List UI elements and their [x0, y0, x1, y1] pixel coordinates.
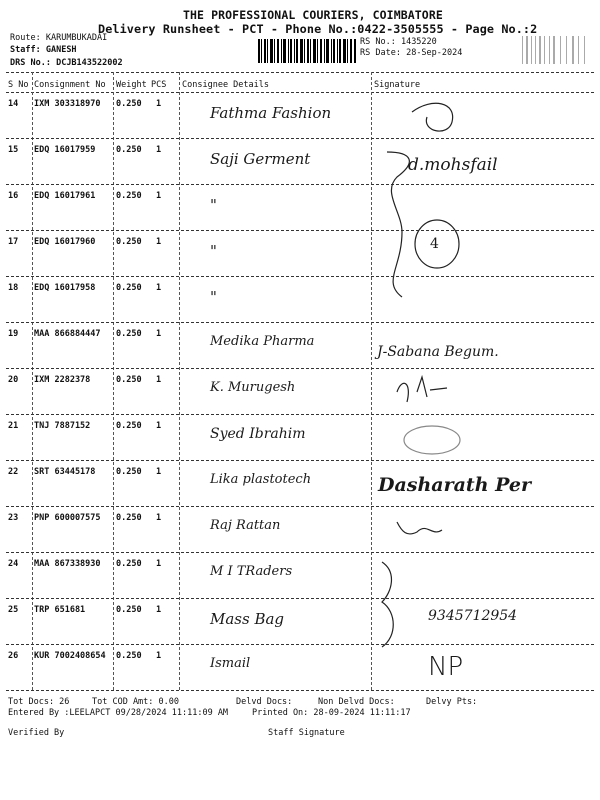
row-pcs: 1 [156, 283, 162, 293]
rs-no-line [360, 37, 437, 47]
rs-date-label: RS Date: [360, 48, 401, 58]
row-pcs: 1 [156, 375, 162, 385]
col-header-sno: S No [8, 80, 29, 90]
row-weight: 0.250 [116, 605, 142, 615]
row-weight: 0.250 [116, 99, 142, 109]
row-pcs: 1 [156, 145, 162, 155]
table-bottom-rule [6, 690, 594, 691]
row-consignment-no: KUR 7002408654 [34, 651, 106, 661]
row-weight: 0.250 [116, 283, 142, 293]
row-pcs: 1 [156, 329, 162, 339]
row-sno: 19 [8, 329, 19, 339]
col-header-consignee: Consignee Details [182, 80, 269, 90]
rs-no-value: 1435220 [400, 37, 437, 47]
row-consignment-no: TRP 651681 [34, 605, 86, 615]
row-consignment-no: SRT 63445178 [34, 467, 96, 477]
non-delvd-docs: Non Delvd Docs: [318, 697, 395, 707]
row-weight: 0.250 [116, 329, 142, 339]
row-sno: 22 [8, 467, 19, 477]
staff-signature: Staff Signature [268, 728, 345, 738]
row-consignment-no: TNJ 7887152 [34, 421, 91, 431]
row-consignment-no: IXM 303318970 [34, 99, 101, 109]
rs-date-value: 28-Sep-2024 [406, 48, 463, 58]
row-consignee: Saji Germent [210, 150, 311, 168]
row-weight: 0.250 [116, 467, 142, 477]
col-header-signature: Signature [374, 80, 421, 90]
row-consignee: K. Murugesh [210, 380, 296, 395]
row-pcs: 1 [156, 513, 162, 523]
row-consignment-no: MAA 866884447 [34, 329, 101, 339]
row-weight: 0.250 [116, 559, 142, 569]
staff-label: Staff: [10, 45, 41, 55]
signature-row-22: Dasharath Per [378, 474, 532, 496]
signature-row-17: 4 [430, 236, 439, 252]
row-sno: 18 [8, 283, 19, 293]
route-label: Route: [10, 33, 41, 43]
row-pcs: 1 [156, 191, 162, 201]
drs-line [10, 58, 123, 68]
row-weight: 0.250 [116, 513, 142, 523]
signature-row-19: J-Sabana Begum. [377, 344, 499, 360]
row-consignment-no: EDQ 16017959 [34, 145, 96, 155]
row-pcs: 1 [156, 237, 162, 247]
row-consignee: Lika plastotech [210, 472, 312, 487]
row-consignee: Ismail [210, 656, 251, 671]
row-consignee: Fathma Fashion [210, 104, 332, 122]
signature-scribble [412, 103, 453, 131]
row-pcs: 1 [156, 99, 162, 109]
signature-row-25: 9345712954 [428, 608, 518, 624]
row-consignee: " [210, 242, 217, 260]
signature-bracket [382, 562, 393, 647]
row-sno: 26 [8, 651, 19, 661]
runsheet-title: Delivery Runsheet - PCT - Phone No.:0422-3505555 - Page No.:2 [98, 22, 538, 36]
row-weight: 0.250 [116, 145, 142, 155]
row-sno: 17 [8, 237, 19, 247]
row-weight: 0.250 [116, 375, 142, 385]
row-sno: 24 [8, 559, 19, 569]
row-consignment-no: EDQ 16017960 [34, 237, 96, 247]
row-consignment-no: IXM 2282378 [34, 375, 91, 385]
printed-on: Printed On: 28-09-2024 11:11:17 [252, 708, 411, 718]
delvy-pts: Delvy Pts: [426, 697, 478, 707]
row-sno: 14 [8, 99, 19, 109]
row-consignee: Syed Ibrahim [210, 426, 306, 442]
row-consignment-no: EDQ 16017961 [34, 191, 96, 201]
row-sno: 15 [8, 145, 19, 155]
row-consignee: Raj Rattan [210, 518, 281, 533]
signature-stamp [404, 426, 460, 454]
route-line [10, 33, 107, 43]
row-weight: 0.250 [116, 421, 142, 431]
row-consignee: " [210, 288, 217, 306]
row-weight: 0.250 [116, 237, 142, 247]
row-weight: 0.250 [116, 651, 142, 661]
row-pcs: 1 [156, 421, 162, 431]
row-consignment-no: PNP 600007575 [34, 513, 101, 523]
delvd-docs: Delvd Docs: [236, 697, 293, 707]
rs-no-label: RS No.: [360, 37, 396, 47]
route-value: KARUMBUKADAI [45, 33, 108, 43]
tot-cod-amt: Tot COD Amt: 0.00 [92, 697, 179, 707]
row-consignee: M I TRaders [210, 564, 293, 579]
row-sno: 21 [8, 421, 19, 431]
signature-row-15: d.mohsfail [408, 155, 498, 175]
row-sno: 25 [8, 605, 19, 615]
row-consignee: Mass Bag [210, 610, 285, 628]
col-header-consignment: Consignment No [34, 80, 106, 90]
row-consignee: " [210, 196, 217, 214]
rs-date-line [360, 48, 462, 58]
row-pcs: 1 [156, 559, 162, 569]
signature-marks [372, 92, 594, 690]
row-consignment-no: MAA 867338930 [34, 559, 101, 569]
tot-docs: Tot Docs: 26 [8, 697, 70, 707]
faint-barcode-decoration [520, 36, 590, 64]
table-top-rule [6, 72, 594, 73]
row-consignment-no: EDQ 16017958 [34, 283, 96, 293]
row-weight: 0.250 [116, 191, 142, 201]
row-consignee: Medika Pharma [210, 334, 315, 349]
signature-scribble [397, 522, 442, 534]
row-sno: 23 [8, 513, 19, 523]
row-pcs: 1 [156, 467, 162, 477]
entered-by: Entered By :LEELAPCT 09/28/2024 11:11:09 AM [8, 708, 229, 718]
signature-bracket [387, 152, 409, 297]
drs-label: DRS No.: [10, 58, 51, 68]
row-pcs: 1 [156, 605, 162, 615]
signature-row-26: NP [428, 652, 464, 682]
row-sno: 20 [8, 375, 19, 385]
verified-by: Verified By [8, 728, 65, 738]
staff-line [10, 45, 77, 55]
drs-value: DCJB143522002 [56, 58, 123, 68]
company-title: THE PROFESSIONAL COURIERS, COIMBATORE [183, 8, 443, 22]
row-sno: 16 [8, 191, 19, 201]
col-header-weight: Weight [116, 80, 147, 90]
staff-value: GANESH [45, 45, 77, 55]
barcode [258, 39, 356, 63]
signature-scribble [397, 377, 447, 402]
row-pcs: 1 [156, 651, 162, 661]
col-header-pcs: PCS [151, 80, 167, 90]
